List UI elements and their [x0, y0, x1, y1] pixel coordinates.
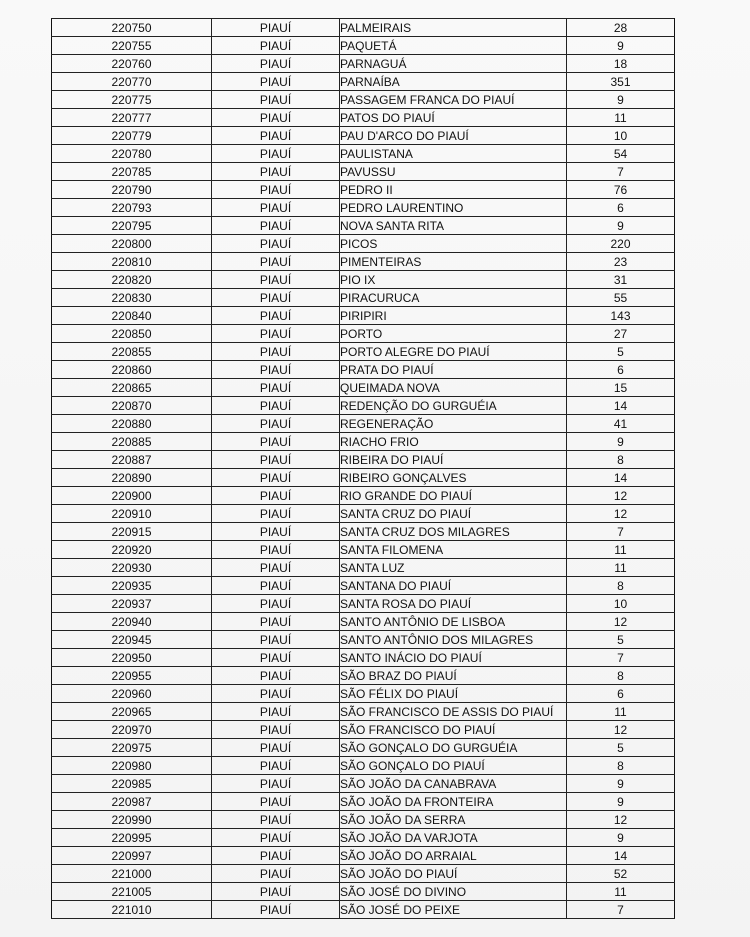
- municipality-code-cell: 220975: [52, 739, 212, 757]
- municipality-name-cell: PIRIPIRI: [340, 307, 567, 325]
- state-cell: PIAUÍ: [212, 37, 340, 55]
- count-cell: 55: [567, 289, 675, 307]
- state-cell: PIAUÍ: [212, 577, 340, 595]
- count-cell: 9: [567, 793, 675, 811]
- table-row: [52, 631, 675, 649]
- state-cell: PIAUÍ: [212, 289, 340, 307]
- municipality-name-cell: PIO IX: [340, 271, 567, 289]
- state-cell: PIAUÍ: [212, 793, 340, 811]
- count-cell: 54: [567, 145, 675, 163]
- count-cell: 5: [567, 343, 675, 361]
- state-cell: PIAUÍ: [212, 667, 340, 685]
- municipality-code-cell: 220945: [52, 631, 212, 649]
- municipality-code-cell: 221010: [52, 901, 212, 919]
- count-cell: 12: [567, 613, 675, 631]
- table-row: [52, 685, 675, 703]
- municipality-name-cell: PAQUETÁ: [340, 37, 567, 55]
- municipality-name-cell: PAVUSSU: [340, 163, 567, 181]
- count-cell: 12: [567, 811, 675, 829]
- table-row: [52, 703, 675, 721]
- municipality-code-cell: 220810: [52, 253, 212, 271]
- municipality-code-cell: 220820: [52, 271, 212, 289]
- municipality-code-cell: 220985: [52, 775, 212, 793]
- municipality-name-cell: RIBEIRO GONÇALVES: [340, 469, 567, 487]
- municipality-name-cell: PATOS DO PIAUÍ: [340, 109, 567, 127]
- table-row: [52, 577, 675, 595]
- municipality-name-cell: SANTO INÁCIO DO PIAUÍ: [340, 649, 567, 667]
- municipality-name-cell: PIRACURUCA: [340, 289, 567, 307]
- state-cell: PIAUÍ: [212, 901, 340, 919]
- table-body: [52, 19, 675, 919]
- table-row: [52, 451, 675, 469]
- table-row: [52, 325, 675, 343]
- table-row: [52, 127, 675, 145]
- state-cell: PIAUÍ: [212, 181, 340, 199]
- state-cell: PIAUÍ: [212, 163, 340, 181]
- count-cell: 5: [567, 739, 675, 757]
- table-row: [52, 721, 675, 739]
- municipality-code-cell: 220915: [52, 523, 212, 541]
- count-cell: 15: [567, 379, 675, 397]
- state-cell: PIAUÍ: [212, 883, 340, 901]
- table-row: [52, 361, 675, 379]
- municipality-name-cell: SÃO JOÃO DO PIAUÍ: [340, 865, 567, 883]
- state-cell: PIAUÍ: [212, 757, 340, 775]
- municipality-code-cell: 220995: [52, 829, 212, 847]
- municipality-name-cell: SÃO JOÃO DA CANABRAVA: [340, 775, 567, 793]
- municipality-code-cell: 220940: [52, 613, 212, 631]
- state-cell: PIAUÍ: [212, 631, 340, 649]
- municipality-name-cell: PASSAGEM FRANCA DO PIAUÍ: [340, 91, 567, 109]
- table-row: [52, 163, 675, 181]
- count-cell: 11: [567, 559, 675, 577]
- state-cell: PIAUÍ: [212, 451, 340, 469]
- municipality-code-cell: 220987: [52, 793, 212, 811]
- table-row: [52, 829, 675, 847]
- municipality-name-cell: SANTA FILOMENA: [340, 541, 567, 559]
- table-row: [52, 775, 675, 793]
- count-cell: 9: [567, 775, 675, 793]
- count-cell: 8: [567, 577, 675, 595]
- count-cell: 6: [567, 685, 675, 703]
- state-cell: PIAUÍ: [212, 145, 340, 163]
- municipality-code-cell: 220850: [52, 325, 212, 343]
- municipality-name-cell: SÃO FRANCISCO DE ASSIS DO PIAUÍ: [340, 703, 567, 721]
- state-cell: PIAUÍ: [212, 55, 340, 73]
- municipality-name-cell: REGENERAÇÃO: [340, 415, 567, 433]
- count-cell: 11: [567, 883, 675, 901]
- municipality-code-cell: 221005: [52, 883, 212, 901]
- municipality-table: [51, 18, 675, 919]
- municipality-code-cell: 220800: [52, 235, 212, 253]
- count-cell: 14: [567, 469, 675, 487]
- municipality-name-cell: PIMENTEIRAS: [340, 253, 567, 271]
- table-row: [52, 739, 675, 757]
- municipality-code-cell: 220970: [52, 721, 212, 739]
- table-row: [52, 811, 675, 829]
- municipality-name-cell: QUEIMADA NOVA: [340, 379, 567, 397]
- table-row: [52, 613, 675, 631]
- municipality-name-cell: SÃO JOÃO DA FRONTEIRA: [340, 793, 567, 811]
- table-row: [52, 433, 675, 451]
- count-cell: 41: [567, 415, 675, 433]
- count-cell: 7: [567, 901, 675, 919]
- municipality-name-cell: SANTA CRUZ DO PIAUÍ: [340, 505, 567, 523]
- count-cell: 11: [567, 109, 675, 127]
- municipality-name-cell: REDENÇÃO DO GURGUÉIA: [340, 397, 567, 415]
- count-cell: 220: [567, 235, 675, 253]
- municipality-name-cell: PALMEIRAIS: [340, 19, 567, 37]
- municipality-code-cell: 220830: [52, 289, 212, 307]
- count-cell: 18: [567, 55, 675, 73]
- municipality-code-cell: 220980: [52, 757, 212, 775]
- municipality-code-cell: 220870: [52, 397, 212, 415]
- state-cell: PIAUÍ: [212, 739, 340, 757]
- table-row: [52, 343, 675, 361]
- state-cell: PIAUÍ: [212, 469, 340, 487]
- count-cell: 12: [567, 721, 675, 739]
- state-cell: PIAUÍ: [212, 541, 340, 559]
- state-cell: PIAUÍ: [212, 361, 340, 379]
- municipality-code-cell: 220775: [52, 91, 212, 109]
- municipality-code-cell: 220770: [52, 73, 212, 91]
- count-cell: 31: [567, 271, 675, 289]
- state-cell: PIAUÍ: [212, 19, 340, 37]
- municipality-code-cell: 220920: [52, 541, 212, 559]
- count-cell: 52: [567, 865, 675, 883]
- municipality-name-cell: SANTA ROSA DO PIAUÍ: [340, 595, 567, 613]
- municipality-name-cell: PAULISTANA: [340, 145, 567, 163]
- state-cell: PIAUÍ: [212, 91, 340, 109]
- municipality-name-cell: SÃO FÉLIX DO PIAUÍ: [340, 685, 567, 703]
- table-row: [52, 271, 675, 289]
- municipality-code-cell: 220950: [52, 649, 212, 667]
- municipality-name-cell: PRATA DO PIAUÍ: [340, 361, 567, 379]
- municipality-name-cell: SÃO FRANCISCO DO PIAUÍ: [340, 721, 567, 739]
- table-row: [52, 307, 675, 325]
- table-row: [52, 757, 675, 775]
- state-cell: PIAUÍ: [212, 523, 340, 541]
- state-cell: PIAUÍ: [212, 829, 340, 847]
- count-cell: 143: [567, 307, 675, 325]
- state-cell: PIAUÍ: [212, 307, 340, 325]
- municipality-code-cell: 220937: [52, 595, 212, 613]
- state-cell: PIAUÍ: [212, 559, 340, 577]
- table-row: [52, 865, 675, 883]
- municipality-name-cell: PICOS: [340, 235, 567, 253]
- table-row: [52, 505, 675, 523]
- state-cell: PIAUÍ: [212, 73, 340, 91]
- count-cell: 76: [567, 181, 675, 199]
- table-row: [52, 37, 675, 55]
- state-cell: PIAUÍ: [212, 505, 340, 523]
- table-row: [52, 667, 675, 685]
- table-row: [52, 199, 675, 217]
- municipality-code-cell: 220885: [52, 433, 212, 451]
- municipality-code-cell: 220865: [52, 379, 212, 397]
- municipality-code-cell: 220880: [52, 415, 212, 433]
- state-cell: PIAUÍ: [212, 721, 340, 739]
- municipality-code-cell: 220855: [52, 343, 212, 361]
- table-row: [52, 847, 675, 865]
- municipality-name-cell: PARNAÍBA: [340, 73, 567, 91]
- count-cell: 11: [567, 703, 675, 721]
- municipality-name-cell: PAU D'ARCO DO PIAUÍ: [340, 127, 567, 145]
- municipality-name-cell: PORTO ALEGRE DO PIAUÍ: [340, 343, 567, 361]
- table-row: [52, 541, 675, 559]
- state-cell: PIAUÍ: [212, 649, 340, 667]
- state-cell: PIAUÍ: [212, 217, 340, 235]
- municipality-name-cell: SÃO JOÃO DO ARRAIAL: [340, 847, 567, 865]
- municipality-code-cell: 220900: [52, 487, 212, 505]
- table-row: [52, 181, 675, 199]
- count-cell: 10: [567, 127, 675, 145]
- state-cell: PIAUÍ: [212, 487, 340, 505]
- state-cell: PIAUÍ: [212, 415, 340, 433]
- table-row: [52, 19, 675, 37]
- state-cell: PIAUÍ: [212, 685, 340, 703]
- municipality-name-cell: PARNAGUÁ: [340, 55, 567, 73]
- municipality-code-cell: 220793: [52, 199, 212, 217]
- table-row: [52, 469, 675, 487]
- state-cell: PIAUÍ: [212, 109, 340, 127]
- table-row: [52, 145, 675, 163]
- municipality-code-cell: 220760: [52, 55, 212, 73]
- municipality-code-cell: 220930: [52, 559, 212, 577]
- table-row: [52, 55, 675, 73]
- table-row: [52, 883, 675, 901]
- municipality-code-cell: 220860: [52, 361, 212, 379]
- municipality-code-cell: 220777: [52, 109, 212, 127]
- municipality-name-cell: SÃO JOSÉ DO PEIXE: [340, 901, 567, 919]
- table-row: [52, 793, 675, 811]
- table-row: [52, 109, 675, 127]
- table-row: [52, 487, 675, 505]
- municipality-code-cell: 220840: [52, 307, 212, 325]
- state-cell: PIAUÍ: [212, 595, 340, 613]
- table-row: [52, 91, 675, 109]
- state-cell: PIAUÍ: [212, 865, 340, 883]
- municipality-name-cell: NOVA SANTA RITA: [340, 217, 567, 235]
- count-cell: 14: [567, 847, 675, 865]
- municipality-name-cell: SANTO ANTÔNIO DOS MILAGRES: [340, 631, 567, 649]
- count-cell: 23: [567, 253, 675, 271]
- state-cell: PIAUÍ: [212, 127, 340, 145]
- count-cell: 11: [567, 541, 675, 559]
- municipality-code-cell: 221000: [52, 865, 212, 883]
- table-row: [52, 235, 675, 253]
- municipality-code-cell: 220785: [52, 163, 212, 181]
- municipality-name-cell: PEDRO II: [340, 181, 567, 199]
- municipality-name-cell: SÃO JOÃO DA SERRA: [340, 811, 567, 829]
- state-cell: PIAUÍ: [212, 199, 340, 217]
- municipality-code-cell: 220910: [52, 505, 212, 523]
- municipality-code-cell: 220890: [52, 469, 212, 487]
- count-cell: 14: [567, 397, 675, 415]
- count-cell: 27: [567, 325, 675, 343]
- municipality-name-cell: SÃO GONÇALO DO GURGUÉIA: [340, 739, 567, 757]
- state-cell: PIAUÍ: [212, 433, 340, 451]
- state-cell: PIAUÍ: [212, 613, 340, 631]
- municipality-code-cell: 220779: [52, 127, 212, 145]
- municipality-name-cell: RIACHO FRIO: [340, 433, 567, 451]
- count-cell: 7: [567, 523, 675, 541]
- state-cell: PIAUÍ: [212, 253, 340, 271]
- count-cell: 8: [567, 757, 675, 775]
- municipality-name-cell: SANTA CRUZ DOS MILAGRES: [340, 523, 567, 541]
- municipality-code-cell: 220955: [52, 667, 212, 685]
- table-row: [52, 559, 675, 577]
- state-cell: PIAUÍ: [212, 379, 340, 397]
- count-cell: 351: [567, 73, 675, 91]
- municipality-code-cell: 220997: [52, 847, 212, 865]
- municipality-code-cell: 220790: [52, 181, 212, 199]
- count-cell: 8: [567, 451, 675, 469]
- state-cell: PIAUÍ: [212, 271, 340, 289]
- count-cell: 10: [567, 595, 675, 613]
- count-cell: 7: [567, 163, 675, 181]
- table-row: [52, 523, 675, 541]
- municipality-name-cell: SANTANA DO PIAUÍ: [340, 577, 567, 595]
- count-cell: 7: [567, 649, 675, 667]
- municipality-name-cell: PEDRO LAURENTINO: [340, 199, 567, 217]
- table-row: [52, 379, 675, 397]
- table-row: [52, 595, 675, 613]
- municipality-name-cell: RIBEIRA DO PIAUÍ: [340, 451, 567, 469]
- municipality-name-cell: SÃO JOSÉ DO DIVINO: [340, 883, 567, 901]
- table-row: [52, 397, 675, 415]
- table-row: [52, 289, 675, 307]
- count-cell: 12: [567, 505, 675, 523]
- municipality-name-cell: SÃO JOÃO DA VARJOTA: [340, 829, 567, 847]
- municipality-code-cell: 220965: [52, 703, 212, 721]
- count-cell: 9: [567, 91, 675, 109]
- table-row: [52, 253, 675, 271]
- state-cell: PIAUÍ: [212, 703, 340, 721]
- municipality-code-cell: 220935: [52, 577, 212, 595]
- municipality-name-cell: PORTO: [340, 325, 567, 343]
- municipality-code-cell: 220795: [52, 217, 212, 235]
- municipality-code-cell: 220755: [52, 37, 212, 55]
- state-cell: PIAUÍ: [212, 847, 340, 865]
- state-cell: PIAUÍ: [212, 775, 340, 793]
- count-cell: 9: [567, 829, 675, 847]
- municipality-name-cell: SÃO BRAZ DO PIAUÍ: [340, 667, 567, 685]
- municipality-name-cell: SANTA LUZ: [340, 559, 567, 577]
- count-cell: 9: [567, 37, 675, 55]
- municipality-name-cell: SANTO ANTÔNIO DE LISBOA: [340, 613, 567, 631]
- municipality-name-cell: SÃO GONÇALO DO PIAUÍ: [340, 757, 567, 775]
- municipality-code-cell: 220887: [52, 451, 212, 469]
- count-cell: 6: [567, 199, 675, 217]
- count-cell: 9: [567, 217, 675, 235]
- count-cell: 9: [567, 433, 675, 451]
- table-row: [52, 73, 675, 91]
- count-cell: 8: [567, 667, 675, 685]
- municipality-name-cell: RIO GRANDE DO PIAUÍ: [340, 487, 567, 505]
- municipality-code-cell: 220780: [52, 145, 212, 163]
- table-row: [52, 901, 675, 919]
- state-cell: PIAUÍ: [212, 343, 340, 361]
- count-cell: 6: [567, 361, 675, 379]
- table-row: [52, 217, 675, 235]
- count-cell: 28: [567, 19, 675, 37]
- municipality-code-cell: 220990: [52, 811, 212, 829]
- state-cell: PIAUÍ: [212, 811, 340, 829]
- table-row: [52, 649, 675, 667]
- state-cell: PIAUÍ: [212, 235, 340, 253]
- state-cell: PIAUÍ: [212, 325, 340, 343]
- count-cell: 5: [567, 631, 675, 649]
- count-cell: 12: [567, 487, 675, 505]
- table-row: [52, 415, 675, 433]
- municipality-code-cell: 220750: [52, 19, 212, 37]
- state-cell: PIAUÍ: [212, 397, 340, 415]
- municipality-code-cell: 220960: [52, 685, 212, 703]
